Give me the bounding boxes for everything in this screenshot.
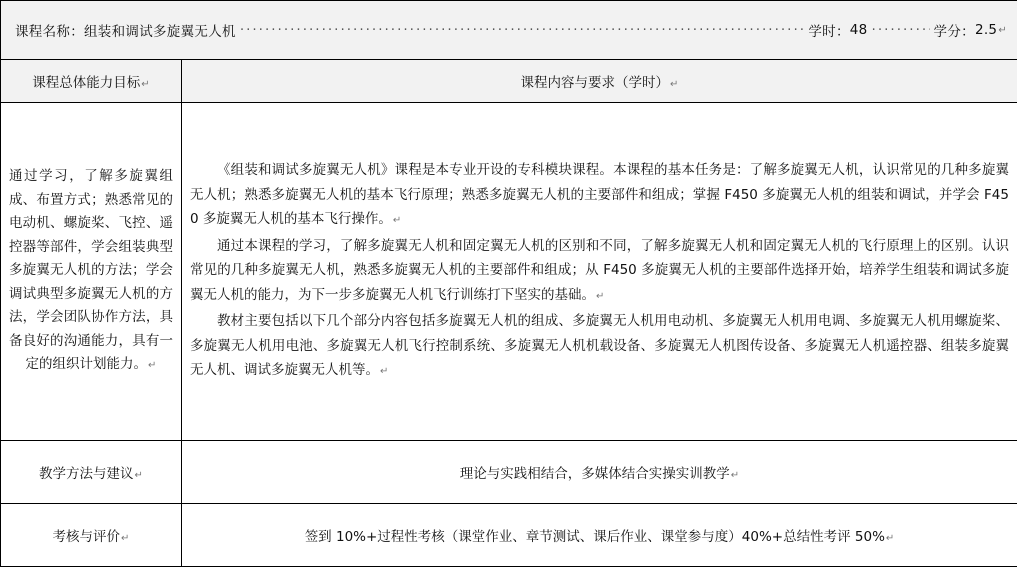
content-paragraph-3-text: 教材主要包括以下几个部分内容包括多旋翼无人机的组成、多旋翼无人机用电动机、多旋翼无人机用电调、多旋翼无人机用螺旋桨、多旋翼无人机用电池、多旋翼无人机飞行控制系统、多旋翼无人机机载设备、多旋翼无人机图传设备、多旋翼无人机遥控器、组装多旋翼无人机、调试多旋翼无人机等。 <box>190 313 1009 378</box>
paragraph-mark-icon: ↵ <box>886 533 894 544</box>
method-value-cell <box>182 441 1017 504</box>
assessment-label-cell <box>1 504 182 567</box>
paragraph-mark-icon: ↵ <box>731 470 739 481</box>
credits-value: 2.5 <box>975 22 997 38</box>
paragraph-mark-icon: ↵ <box>596 291 604 302</box>
course-name-label: 课程名称： <box>15 20 84 40</box>
method-label-cell <box>1 441 182 504</box>
content-paragraph-1-text: 《组装和调试多旋翼无人机》课程是本专业开设的专科模块课程。本课程的基本任务是：了解多旋翼无人机，认识常见的几种多旋翼无人机；熟悉多旋翼无人机的基本飞行原理；熟悉多旋翼无人机的主要部件和组成；掌握 F450 多旋翼无人机的组装和调试，并学会 F450 多旋翼无人机的基本飞行操作。 <box>190 162 1009 227</box>
method-label: 教学方法与建议 <box>39 466 134 482</box>
goal-column-header <box>1 60 182 103</box>
goal-header-text: 课程总体能力目标 <box>32 75 140 91</box>
credits-label: 学分： <box>934 20 975 40</box>
hours-label: 学时： <box>808 20 849 40</box>
content-header-text: 课程内容与要求（学时） <box>521 75 670 91</box>
paragraph-mark-icon: ↵ <box>135 470 143 481</box>
course-name: 组装和调试多旋翼无人机 <box>84 20 236 40</box>
method-value: 理论与实践相结合，多媒体结合实操实训教学 <box>460 466 730 482</box>
content-column-header <box>182 60 1017 103</box>
paragraph-mark-icon: ↵ <box>148 360 156 371</box>
assessment-value: 签到 10%+过程性考核（课堂作业、章节测试、课后作业、课堂参与度）40%+总结性考评 50% <box>305 529 885 545</box>
paragraph-mark-icon: ↵ <box>393 215 401 226</box>
goal-text <box>9 165 173 378</box>
paragraph-mark-icon: ↵ <box>670 79 678 90</box>
course-header-row <box>1 1 1017 60</box>
dot-leader <box>240 22 805 38</box>
content-box <box>190 158 1009 385</box>
goal-text-body: 通过学习，了解多旋翼组成、布置方式；熟悉常见的电动机、螺旋桨、飞控、遥控器等部件，学会组装典型多旋翼无人机的方法；学会调试典型多旋翼无人机的方法，学会团队协作方法，具备良好的沟通能力，具有一定的组织计划能力。 <box>9 168 173 372</box>
content-paragraph-2-text: 通过本课程的学习，了解多旋翼无人机和固定翼无人机的区别和不同，了解多旋翼无人机和固定翼无人机的飞行原理上的区别。认识常见的几种多旋翼无人机，熟悉多旋翼无人机的主要部件和组成；从 F450 多旋翼无人机的主要部件选择开始，培养学生组装和调试多旋翼无人机的能力，为下一步多旋翼无人机飞行训练打下坚实的基础。 <box>190 238 1009 303</box>
goal-cell <box>1 103 182 441</box>
hours-value: 48 <box>850 22 868 38</box>
dot-leader-short <box>872 22 930 38</box>
paragraph-mark-icon: ↵ <box>998 25 1007 36</box>
assessment-value-cell <box>182 504 1017 567</box>
paragraph-mark-icon: ↵ <box>121 533 129 544</box>
content-paragraph-2 <box>190 234 1009 310</box>
content-paragraph-3 <box>190 309 1009 385</box>
paragraph-mark-icon: ↵ <box>141 79 149 90</box>
paragraph-mark-icon: ↵ <box>380 366 388 377</box>
assessment-label: 考核与评价 <box>53 529 121 545</box>
content-cell <box>182 103 1017 441</box>
content-paragraph-1 <box>190 158 1009 234</box>
course-header-line <box>15 20 1007 40</box>
